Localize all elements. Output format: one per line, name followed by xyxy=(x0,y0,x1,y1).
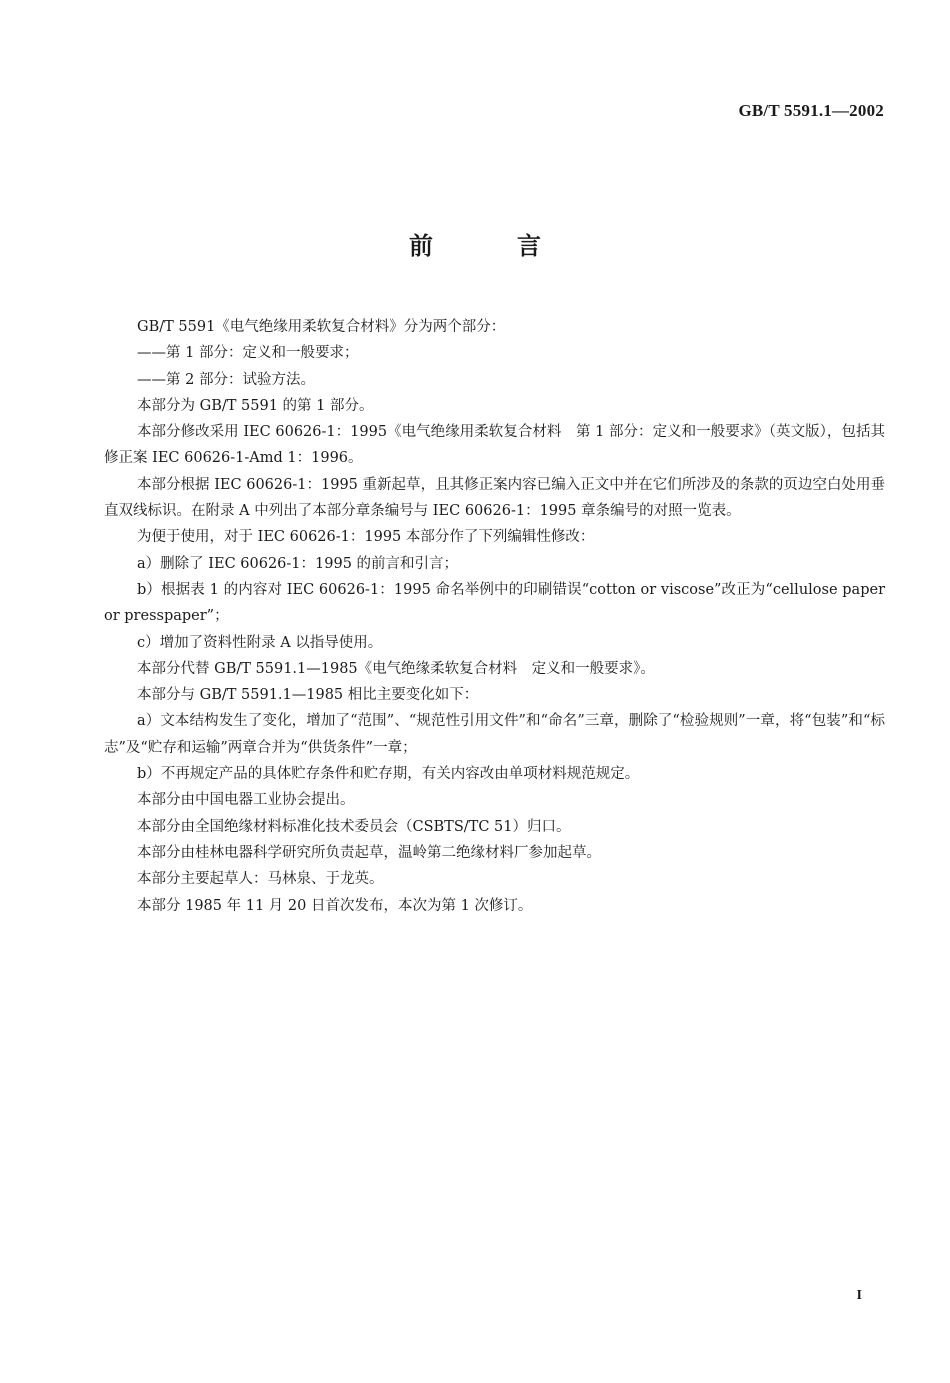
foreword-body xyxy=(104,314,885,919)
paragraph: 本部分根据 IEC 60626-1：1995 重新起草，且其修正案内容已编入正文中并在它们所涉及的条款的页边空白处用垂直双线标识。在附录 A 中列出了本部分章条编号与 IEC 60626-1：1995 章条编号的对照一览表。 xyxy=(104,476,885,520)
paragraph: 本部分由全国绝缘材料标准化技术委员会（CSBTS/TC 51）归口。 xyxy=(137,818,571,835)
paragraph: 本部分与 GB/T 5591.1—1985 相比主要变化如下： xyxy=(137,687,479,704)
paragraph: 本部分代替 GB/T 5591.1—1985《电气绝缘柔软复合材料 定义和一般要求》。 xyxy=(137,660,655,677)
standard-number: GB/T 5591.1—2002 xyxy=(738,101,884,120)
paragraph: 本部分由中国电器工业协会提出。 xyxy=(137,792,355,809)
paragraph: 本部分修改采用 IEC 60626-1：1995《电气绝缘用柔软复合材料 第 1 部分：定义和一般要求》（英文版），包括其修正案 IEC 60626-1-Amd 1：1996。 xyxy=(104,424,885,467)
paragraph: ——第 1 部分：定义和一般要求； xyxy=(137,345,359,362)
paragraph: GB/T 5591《电气绝缘用柔软复合材料》分为两个部分： xyxy=(137,319,506,335)
paragraph: 为便于使用，对于 IEC 60626-1：1995 本部分作了下列编辑性修改： xyxy=(137,529,595,546)
page-number: I xyxy=(856,1288,862,1303)
list-item: c）增加了资料性附录 A 以指导使用。 xyxy=(137,634,383,651)
list-item: b）根据表 1 的内容对 IEC 60626-1：1995 命名举例中的印刷错误“cotton or viscose”改正为“cellulose paper or presspaper”； xyxy=(104,581,885,625)
list-item: a）删除了 IEC 60626-1：1995 的前言和引言； xyxy=(137,555,459,572)
list-item: b）不再规定产品的具体贮存条件和贮存期，有关内容改由单项材料规范规定。 xyxy=(137,766,640,783)
paragraph: 本部分主要起草人：马林泉、于龙英。 xyxy=(137,871,384,888)
list-item: a）文本结构发生了变化，增加了“范围”、“规范性引用文件”和“命名”三章，删除了“检验规则”一章，将“包装”和“标志”及“贮存和运输”两章合并为“供货条件”一章； xyxy=(104,713,885,756)
paragraph: 本部分 1985 年 11 月 20 日首次发布，本次为第 1 次修订。 xyxy=(137,897,533,914)
paragraph: ——第 2 部分：试验方法。 xyxy=(137,371,315,388)
page-title: 前言 xyxy=(409,232,625,260)
paragraph: 本部分由桂林电器科学研究所负责起草，温岭第二绝缘材料厂参加起草。 xyxy=(137,844,601,861)
paragraph: 本部分为 GB/T 5591 的第 1 部分。 xyxy=(137,397,374,414)
